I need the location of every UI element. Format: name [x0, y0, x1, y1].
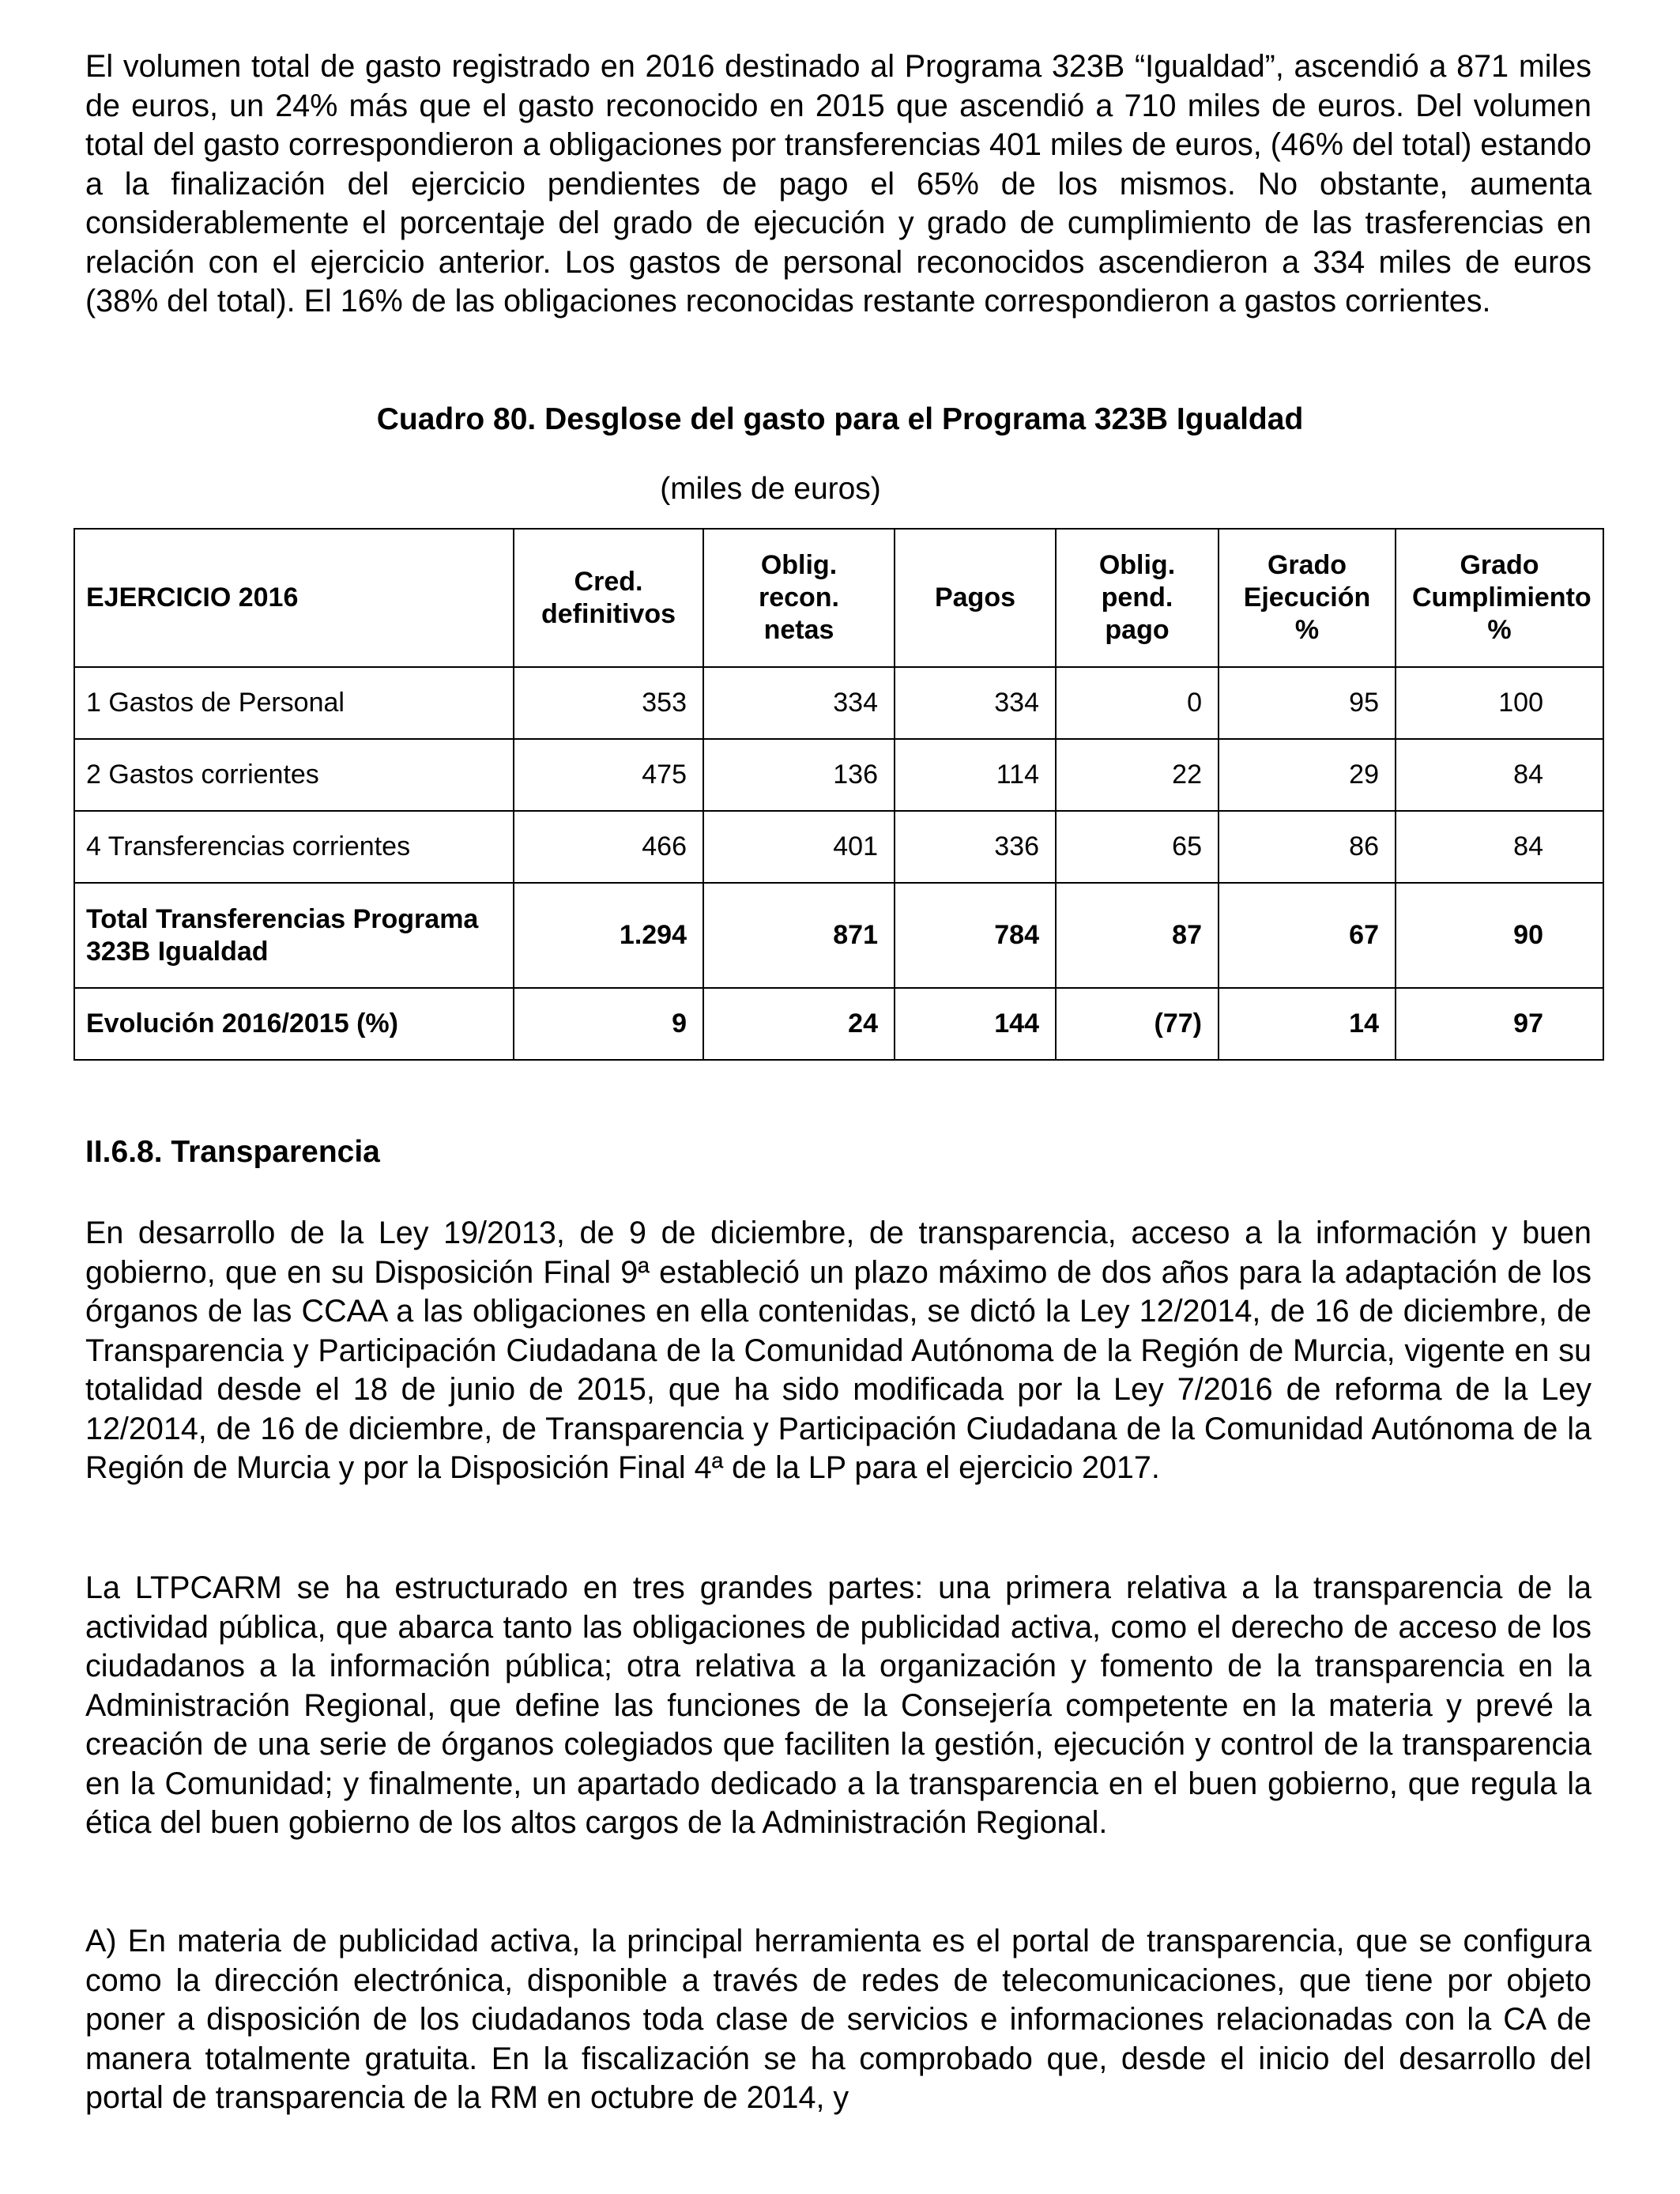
- cell-ejec: 14: [1219, 988, 1396, 1060]
- header-grado-ejecucion: Grado Ejecución %: [1219, 529, 1396, 667]
- cell-cred: 475: [514, 739, 703, 811]
- header-pagos: Pagos: [895, 529, 1056, 667]
- table-evolution-row: [74, 988, 1603, 1060]
- expense-breakdown-table: [73, 528, 1604, 1061]
- cell-oblig: 334: [703, 667, 895, 739]
- cell-pagos: 336: [895, 811, 1056, 883]
- cell-cred: 9: [514, 988, 703, 1060]
- table-row: [74, 667, 1603, 739]
- cell-cred: 353: [514, 667, 703, 739]
- cell-cumpl: 90: [1396, 883, 1603, 988]
- section-heading: II.6.8. Transparencia: [85, 1135, 380, 1169]
- cell-cumpl: 100: [1396, 667, 1603, 739]
- row-label: Evolución 2016/2015 (%): [74, 988, 514, 1060]
- cell-pend: 65: [1056, 811, 1219, 883]
- cell-pagos: 144: [895, 988, 1056, 1060]
- cell-pend: 22: [1056, 739, 1219, 811]
- intro-paragraph: El volumen total de gasto registrado en 2016 destinado al Programa 323B “Igualdad”, ascendió a 871 miles de euros, un 24% más que el gasto reconocido en 2015 que ascendió a 710 miles de euros. Del volumen total del gasto correspondieron a obligaciones por transferencias 401 miles de euros, (46% del total) estando a la finalización del ejercicio pendientes de pago el 65% de los mismos. No obstante, aumenta considerablemente el porcentaje del grado de ejecución y grado de cumplimiento de las trasferencias en relación con el ejercicio anterior. Los gastos de personal reconocidos ascendieron a 334 miles de euros (38% del total). El 16% de las obligaciones reconocidas restante correspondieron a gastos corrientes.: [85, 49, 1591, 319]
- cell-cumpl: 97: [1396, 988, 1603, 1060]
- header-oblig-pend-pago: Oblig. pend. pago: [1056, 529, 1219, 667]
- cell-cumpl: 84: [1396, 739, 1603, 811]
- row-label: Total Transferencias Programa 323B Igualdad: [74, 883, 514, 988]
- row-label: 2 Gastos corrientes: [74, 739, 514, 811]
- table-row: [74, 811, 1603, 883]
- cell-cred: 466: [514, 811, 703, 883]
- header-cred-definitivos: Cred. definitivos: [514, 529, 703, 667]
- paragraph-ltpcarm: La LTPCARM se ha estructurado en tres grandes partes: una primera relativa a la transparencia de la actividad pública, que abarca tanto las obligaciones de publicidad activa, como el derecho de acceso de los ciudadanos a la información pública; otra relativa a la organización y fomento de la transparencia en la Administración Regional, que define las funciones de la Consejería competente en la materia y prevé la creación de una serie de órganos colegiados que faciliten la gestión, ejecución y control de la transparencia en la Comunidad; y finalmente, un apartado dedicado a la transparencia en el buen gobierno, que regula la ética del buen gobierno de los altos cargos de la Administración Regional.: [85, 1570, 1591, 1840]
- cell-pend: 87: [1056, 883, 1219, 988]
- cell-ejec: 29: [1219, 739, 1396, 811]
- cell-cumpl: 84: [1396, 811, 1603, 883]
- row-label: 4 Transferencias corrientes: [74, 811, 514, 883]
- header-oblig-recon-netas: Oblig. recon. netas: [703, 529, 895, 667]
- table-units: (miles de euros): [660, 472, 881, 506]
- cell-pagos: 334: [895, 667, 1056, 739]
- cell-oblig: 136: [703, 739, 895, 811]
- cell-pagos: 784: [895, 883, 1056, 988]
- cell-cred: 1.294: [514, 883, 703, 988]
- header-ejercicio: EJERCICIO 2016: [74, 529, 514, 667]
- table-row: [74, 739, 1603, 811]
- cell-ejec: 67: [1219, 883, 1396, 988]
- table-title: Cuadro 80. Desglose del gasto para el Programa 323B Igualdad: [376, 402, 1304, 436]
- cell-ejec: 86: [1219, 811, 1396, 883]
- cell-pend: (77): [1056, 988, 1219, 1060]
- cell-ejec: 95: [1219, 667, 1396, 739]
- cell-oblig: 871: [703, 883, 895, 988]
- cell-pend: 0: [1056, 667, 1219, 739]
- cell-pagos: 114: [895, 739, 1056, 811]
- paragraph-publicidad-activa: A) En materia de publicidad activa, la principal herramienta es el portal de transparencia, que se configura como la dirección electrónica, disponible a través de redes de telecomunicaciones, que tiene por objeto poner a disposición de los ciudadanos toda clase de servicios e informaciones relacionadas con la CA de manera totalmente gratuita. En la fiscalización se ha comprobado que, desde el inicio del desarrollo del portal de transparencia de la RM en octubre de 2014, y: [85, 1924, 1591, 2115]
- cell-oblig: 24: [703, 988, 895, 1060]
- table-header-row: [74, 529, 1603, 667]
- paragraph-ley: En desarrollo de la Ley 19/2013, de 9 de diciembre, de transparencia, acceso a la información y buen gobierno, que en su Disposición Final 9ª estableció un plazo máximo de dos años para la adaptación de los órganos de las CCAA a las obligaciones en ella contenidas, se dictó la Ley 12/2014, de 16 de diciembre, de Transparencia y Participación Ciudadana de la Comunidad Autónoma de la Región de Murcia, vigente en su totalidad desde el 18 de junio de 2015, que ha sido modificada por la Ley 7/2016 de reforma de la Ley 12/2014, de 16 de diciembre, de Transparencia y Participación Ciudadana de la Comunidad Autónoma de la Región de Murcia y por la Disposición Final 4ª de la LP para el ejercicio 2017.: [85, 1216, 1591, 1485]
- header-grado-cumplimiento: Grado Cumplimiento %: [1396, 529, 1603, 667]
- cell-oblig: 401: [703, 811, 895, 883]
- row-label: 1 Gastos de Personal: [74, 667, 514, 739]
- table-total-row: [74, 883, 1603, 988]
